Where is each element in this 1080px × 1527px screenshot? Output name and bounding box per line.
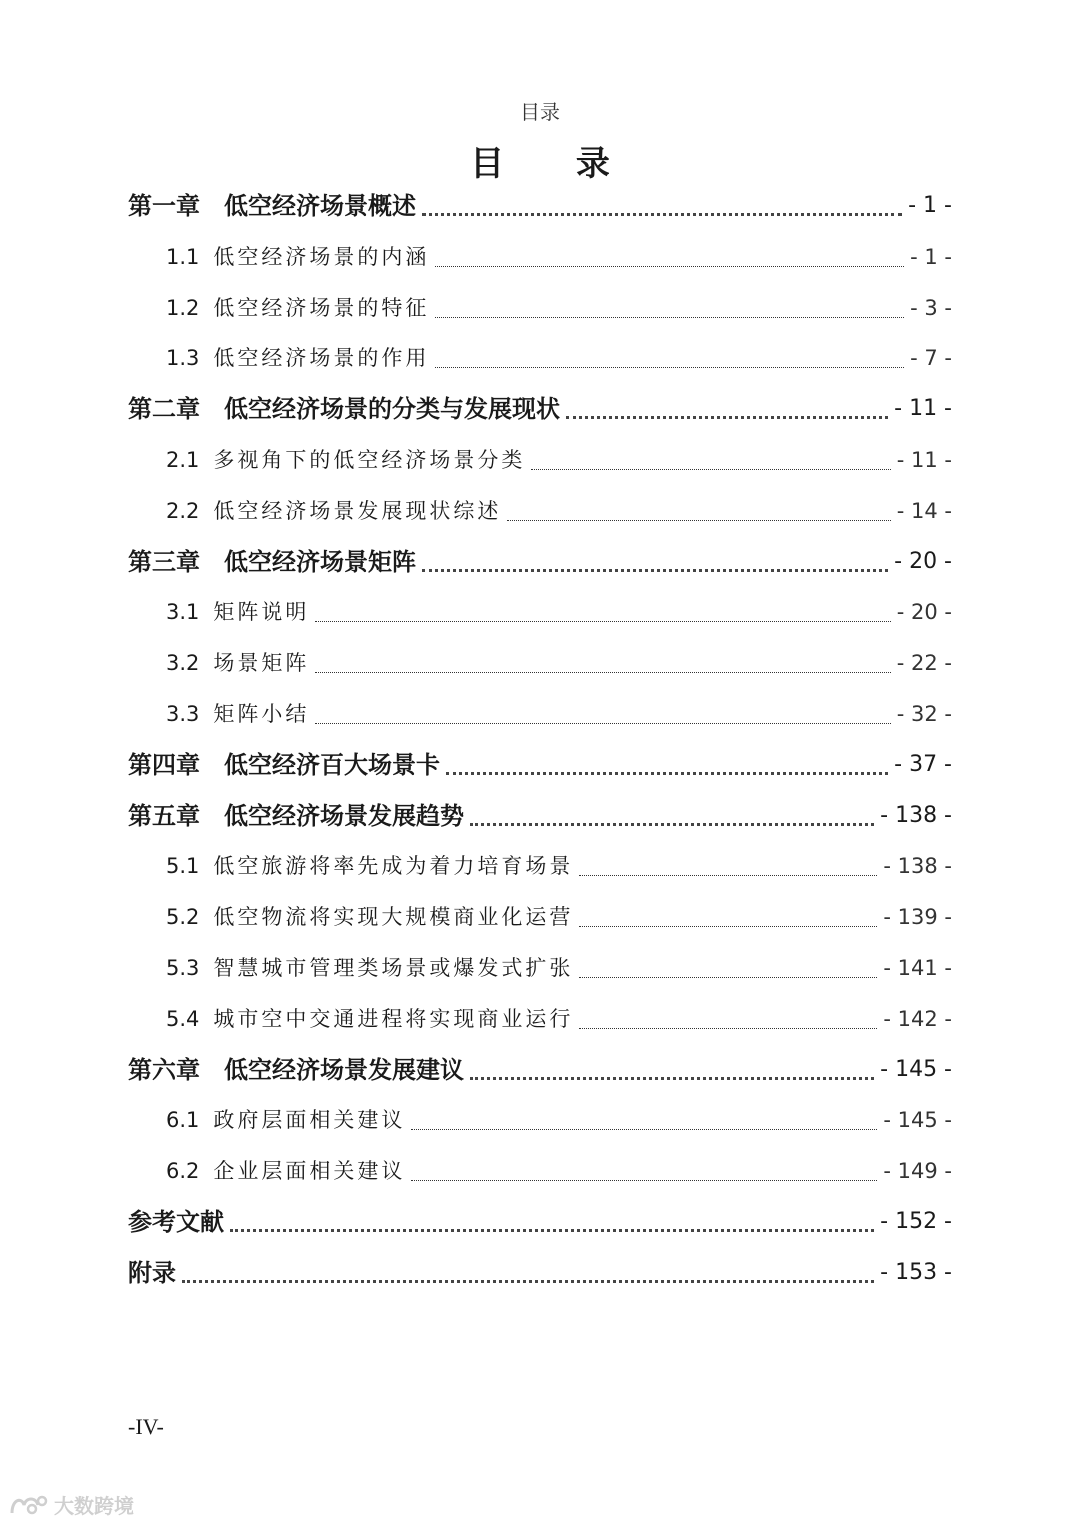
toc-dot-leader: [411, 1180, 877, 1181]
toc-chapter-row[interactable]: [128, 542, 952, 582]
toc-entry-number: 3.1: [166, 600, 200, 625]
toc-dot-leader: [446, 772, 888, 775]
toc-entry-label: 低空经济场景发展建议: [224, 1054, 464, 1084]
toc-entry-label: 低空经济场景发展现状综述: [213, 498, 502, 523]
toc-entry-label: 企业层面相关建议: [213, 1159, 406, 1184]
toc-entry-label: 低空经济场景的分类与发展现状: [224, 394, 560, 424]
toc-section-row[interactable]: [166, 846, 952, 886]
toc-page-number: - 3 -: [910, 295, 952, 320]
toc-page-number: - 141 -: [883, 956, 952, 980]
toc-page-number: - 139 -: [883, 905, 952, 930]
toc-entry-label: 城市空中交通进程将实现商业运行: [213, 1006, 574, 1031]
toc-chapter-row[interactable]: [128, 1050, 952, 1090]
toc-page-number: - 142 -: [883, 1006, 952, 1031]
toc-entry-number: 1.3: [166, 346, 200, 371]
toc-entry-label: 多视角下的低空经济场景分类: [213, 448, 526, 472]
toc-entry-label: 低空经济场景概述: [224, 191, 416, 220]
toc-entry-label: 矩阵说明: [213, 600, 310, 625]
toc-section-row[interactable]: [166, 643, 952, 683]
toc-page-number: - 37 -: [894, 751, 952, 777]
toc-entry-number: 1.1: [166, 244, 200, 269]
toc-section-row[interactable]: [166, 999, 952, 1039]
toc-entry-number: 1.2: [166, 295, 200, 320]
toc-entry-label: 低空经济场景的特征: [213, 295, 430, 320]
toc-entry-label: 低空经济百大场景卡: [224, 749, 440, 779]
toc-entry-number: 6.2: [166, 1159, 200, 1184]
toc-dot-leader: [411, 1129, 877, 1130]
toc-dot-leader: [422, 213, 902, 216]
toc-chapter-row[interactable]: [128, 796, 952, 836]
toc-title: 目 录: [470, 144, 640, 184]
toc-page-number: - 152 -: [880, 1209, 952, 1234]
brand-logo-icon: [8, 1493, 48, 1517]
toc-dot-leader: [435, 367, 904, 368]
toc-entry-label: 低空经济场景矩阵: [224, 546, 416, 576]
toc-entry-label: 场景矩阵: [213, 651, 310, 676]
toc-entry-number: 5.1: [166, 854, 200, 879]
toc-entry-label: 低空经济场景的内涵: [213, 244, 430, 269]
toc-page-number: - 20 -: [896, 600, 952, 625]
toc-entry-label: 低空旅游将率先成为着力培育场景: [213, 854, 574, 879]
toc-page-number: - 32 -: [896, 702, 952, 726]
toc-entry-number: 2.1: [166, 448, 200, 472]
toc-page-number: - 1 -: [908, 193, 952, 218]
toc-entry-number: 5.4: [166, 1006, 200, 1031]
toc-entry-number: 6.1: [166, 1108, 200, 1133]
toc-section-row[interactable]: [166, 440, 952, 480]
toc-page-number: - 145 -: [883, 1108, 952, 1133]
toc-page-number: - 11 -: [894, 396, 952, 422]
toc-page-number: - 145 -: [880, 1056, 952, 1082]
toc-dot-leader: [579, 977, 877, 978]
toc-entry-number: 第五章: [128, 800, 200, 830]
toc-entry-number: 5.3: [166, 956, 200, 980]
toc-section-row[interactable]: [166, 338, 952, 378]
toc-section-row[interactable]: [166, 237, 952, 277]
running-header: 目录: [520, 100, 560, 124]
toc-page-number: - 7 -: [910, 346, 952, 371]
toc-page-number: - 14 -: [896, 498, 952, 523]
toc-page-number: - 1 -: [910, 244, 952, 269]
toc-section-row[interactable]: [166, 1100, 952, 1140]
toc-entry-number: 第六章: [128, 1054, 200, 1084]
toc-entry-number: 5.2: [166, 905, 200, 930]
toc-section-row[interactable]: [166, 491, 952, 531]
toc-section-row[interactable]: [166, 288, 952, 328]
toc-dot-leader: [470, 1077, 874, 1080]
toc-entry-number: 3.2: [166, 651, 200, 676]
toc-dot-leader: [566, 416, 888, 419]
toc-entry-label: 低空物流将实现大规模商业化运营: [213, 905, 574, 930]
toc-page-number: - 138 -: [883, 854, 952, 879]
toc-dot-leader: [230, 1229, 874, 1232]
toc-entry-label: 智慧城市管理类场景或爆发式扩张: [213, 956, 574, 980]
toc-dot-leader: [435, 317, 904, 318]
page-number: -IV-: [128, 1414, 164, 1439]
toc-dot-leader: [579, 875, 877, 876]
toc-entry-number: 3.3: [166, 702, 200, 726]
toc-chapter-row[interactable]: [128, 186, 952, 226]
toc-dot-leader: [422, 569, 888, 572]
toc-page-number: - 11 -: [896, 448, 952, 472]
toc-section-row[interactable]: [166, 1151, 952, 1191]
toc-dot-leader: [531, 469, 890, 470]
toc-entry-label: 低空经济场景发展趋势: [224, 800, 464, 830]
toc-chapter-row[interactable]: [128, 745, 952, 785]
toc-entry-label: 低空经济场景的作用: [213, 346, 430, 371]
toc-section-row[interactable]: [166, 694, 952, 734]
toc-chapter-row[interactable]: [128, 1202, 952, 1242]
watermark: [8, 1490, 134, 1519]
toc-dot-leader: [579, 1028, 877, 1029]
toc-chapter-row[interactable]: [128, 1253, 952, 1293]
toc-entry-label: 矩阵小结: [213, 702, 310, 726]
toc-entry-label: 政府层面相关建议: [213, 1108, 406, 1133]
toc-dot-leader: [182, 1280, 874, 1283]
toc-page-number: - 138 -: [880, 802, 952, 828]
toc-entry-number: 第三章: [128, 546, 200, 576]
toc-page-number: - 20 -: [894, 548, 952, 574]
toc-page-number: - 153 -: [880, 1259, 952, 1285]
watermark-text: 大数跨境: [54, 1494, 134, 1518]
toc-dot-leader: [435, 266, 904, 267]
toc-entry-number: 第一章: [128, 191, 200, 220]
toc-page-number: - 22 -: [896, 651, 952, 676]
toc-dot-leader: [579, 926, 877, 927]
toc-entry-number: 2.2: [166, 498, 200, 523]
toc-section-row[interactable]: [166, 592, 952, 632]
toc-chapter-row[interactable]: [128, 389, 952, 429]
toc-dot-leader: [315, 672, 890, 673]
toc-section-row[interactable]: [166, 948, 952, 988]
toc-dot-leader: [315, 723, 890, 724]
toc-dot-leader: [507, 520, 890, 521]
toc-entry-label: 参考文献: [128, 1207, 224, 1236]
toc-page-number: - 149 -: [883, 1159, 952, 1184]
toc-dot-leader: [470, 823, 874, 826]
toc-entry-number: 第四章: [128, 749, 200, 779]
toc-entry-label: 附录: [128, 1257, 176, 1287]
toc-section-row[interactable]: [166, 897, 952, 937]
toc-dot-leader: [315, 621, 890, 622]
toc-entry-number: 第二章: [128, 394, 200, 424]
